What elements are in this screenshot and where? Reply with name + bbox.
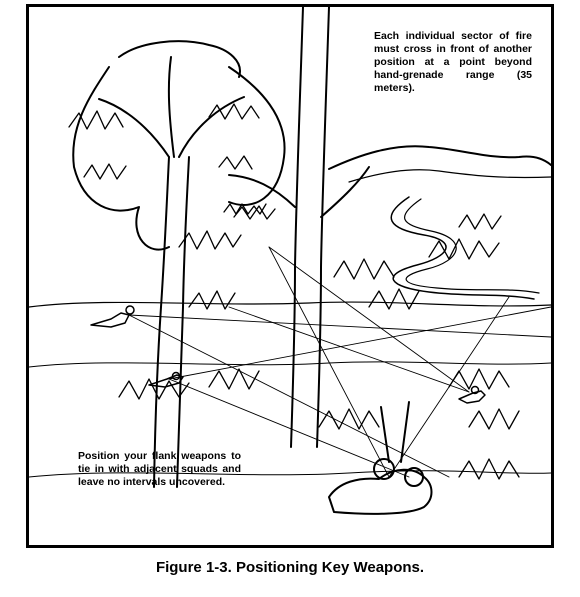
distant-hills (329, 146, 551, 169)
flank-weapons-note: Position your flank weapons to tie in with adjacent squads and leave no intervals uncovered. (78, 450, 241, 488)
sector-of-fire-note: Each individual sector of fire must cross in front of another position at a point beyond hand-grenade range (35 meters). (374, 30, 532, 94)
soldier-left-flank (91, 313, 129, 327)
tall-tree-center (229, 7, 369, 447)
sectors-of-fire (129, 247, 551, 477)
soldier-positions (91, 306, 485, 403)
figure-caption: Figure 1-3. Positioning Key Weapons. (155, 559, 425, 576)
ground-line (29, 302, 551, 307)
illustration-frame (26, 4, 554, 548)
